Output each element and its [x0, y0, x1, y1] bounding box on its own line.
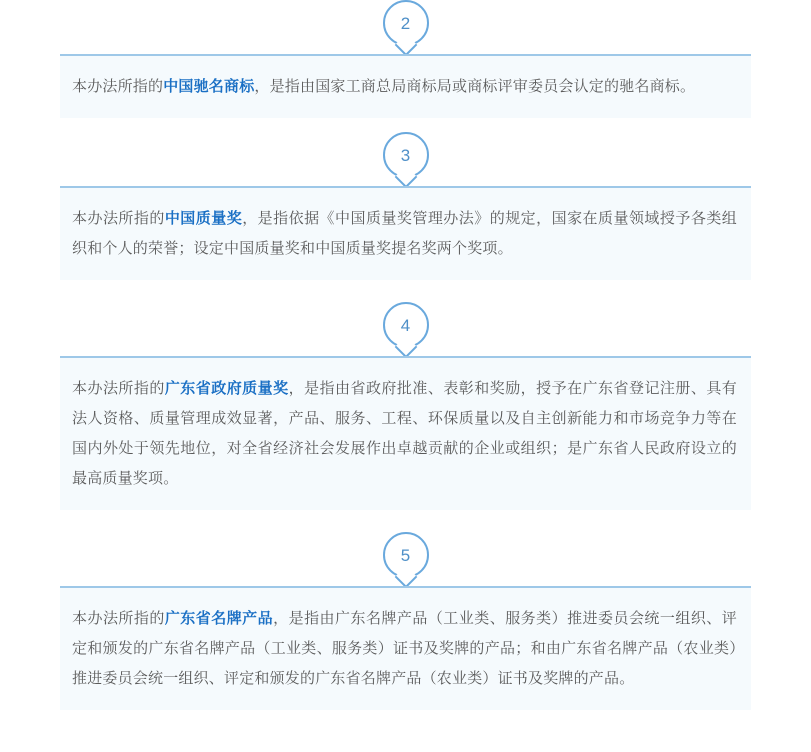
definition-card-2: [60, 54, 751, 118]
definition-paragraph: [72, 374, 737, 494]
definition-paragraph: [72, 604, 737, 694]
marker-badge-icon: [383, 132, 429, 178]
paragraph-lead: 本办法所指的: [72, 210, 165, 227]
defined-term: 广东省名牌产品: [164, 610, 274, 627]
section-marker-2: [60, 0, 751, 54]
paragraph-lead: 本办法所指的: [72, 78, 164, 95]
definition-section-3: [60, 132, 751, 280]
marker-number: 4: [400, 315, 411, 335]
definition-card-5: [60, 586, 751, 710]
marker-number: 5: [400, 545, 411, 565]
marker-badge-icon: [383, 0, 429, 46]
definition-section-4: [60, 302, 751, 510]
definition-paragraph: [72, 204, 737, 264]
marker-number: 3: [400, 145, 411, 165]
definition-card-4: [60, 356, 751, 510]
paragraph-rest: ，是指由国家工商总局商标局或商标评审委员会认定的驰名商标。: [254, 78, 696, 95]
section-marker-5: [60, 532, 751, 586]
defined-term: 中国驰名商标: [163, 78, 255, 95]
paragraph-rest: ，是指由广东名牌产品（工业类、服务类）推进委员会统一组织、评定和颁发的广东省名牌产品（工业类、服务类）证书及奖牌的产品；和由广东省名牌产品（农业类）推进委员会统一组织、评定和颁发的广东省名牌产品（农业类）证书及奖牌的产品。: [72, 610, 737, 687]
marker-number: 2: [400, 13, 411, 33]
marker-badge-icon: [383, 532, 429, 578]
paragraph-rest: ，是指由省政府批准、表彰和奖励，授予在广东省登记注册、具有法人资格、质量管理成效显著，产品、服务、工程、环保质量以及自主创新能力和市场竞争力等在国内外处于领先地位，对全省经济社会发展作出卓越贡献的企业或组织；是广东省人民政府设立的最高质量奖项。: [72, 380, 737, 487]
paragraph-lead: 本办法所指的: [72, 610, 165, 627]
definition-paragraph: [72, 72, 737, 102]
section-marker-3: [60, 132, 751, 186]
marker-badge-icon: [383, 302, 429, 348]
definition-card-3: [60, 186, 751, 280]
section-marker-4: [60, 302, 751, 356]
defined-term: 中国质量奖: [164, 210, 243, 227]
paragraph-lead: 本办法所指的: [72, 380, 165, 397]
defined-term: 广东省政府质量奖: [164, 380, 289, 397]
definition-section-5: [60, 532, 751, 710]
definition-section-2: [60, 0, 751, 118]
paragraph-rest: ，是指依据《中国质量奖管理办法》的规定，国家在质量领域授予各类组织和个人的荣誉；设定中国质量奖和中国质量奖提名奖两个奖项。: [72, 210, 737, 257]
